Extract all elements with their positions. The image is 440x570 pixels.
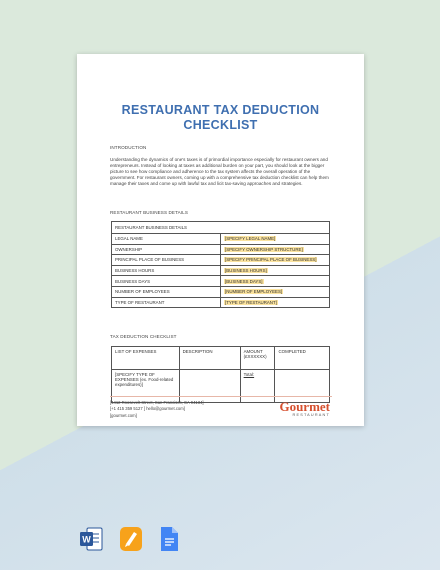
table-cell: BUSINESS DAYS — [112, 276, 221, 287]
table-row — [112, 222, 330, 234]
google-docs-icon[interactable] — [156, 526, 182, 557]
footer-contact: [+1 415 359 5127 ] hello@gourmet.com] — [110, 406, 185, 412]
table-cell: TYPE OF RESTAURANT — [112, 297, 221, 308]
placeholder-value: [TYPE OF RESTAURANT] — [225, 299, 277, 305]
placeholder-value: [BUSINESS DAYS] — [225, 278, 263, 284]
placeholder-value: [BUSINESS HOURS] — [225, 268, 267, 274]
svg-text:W: W — [82, 534, 91, 545]
tax-heading: TAX DEDUCTION CHECKLIST — [110, 334, 177, 339]
amount-label: AMOUNT — [243, 349, 263, 354]
table-row — [112, 234, 330, 245]
table-row — [112, 244, 330, 255]
footer-web: [gourmet.com] — [110, 412, 137, 418]
table-cell — [221, 265, 330, 276]
table-row — [112, 370, 330, 403]
table-cell: RESTAURANT BUSINESS DETAILS — [112, 222, 330, 234]
table-cell — [221, 286, 330, 297]
table-cell — [221, 255, 330, 266]
business-heading: RESTAURANT BUSINESS DETAILS — [110, 210, 189, 215]
table-cell — [275, 370, 330, 403]
column-header: DESCRIPTION — [179, 347, 240, 370]
placeholder-value: [SPECIFY OWNERSHIP STRUCTURE] — [225, 246, 303, 252]
table-row — [112, 255, 330, 266]
amount-unit: (£XXXXXX) — [243, 354, 267, 359]
tax-checklist-table — [111, 346, 330, 403]
gourmet-logo — [279, 400, 330, 417]
table-cell: OWNERSHIP — [112, 244, 221, 255]
document-page — [77, 54, 364, 426]
logo-name: Gourmet — [279, 399, 330, 414]
column-header: COMPLETED — [275, 347, 330, 370]
business-details-table — [111, 221, 330, 308]
placeholder-value: [NUMBER OF EMPLOYEES] — [225, 289, 283, 295]
table-cell: PRINCIPAL PLACE OF BUSINESS — [112, 255, 221, 266]
table-row — [112, 286, 330, 297]
column-header: LIST OF EXPENSES — [112, 347, 180, 370]
placeholder-value: [SPECIFY LEGAL NAME] — [225, 236, 276, 242]
table-cell: [SPECIFY TYPE OF EXPENSES (ex. Food-related expenditures)] — [112, 370, 180, 403]
table-cell: LEGAL NAME — [112, 234, 221, 245]
document-title — [77, 103, 364, 133]
table-cell — [221, 234, 330, 245]
title-line-1: RESTAURANT TAX DEDUCTION — [121, 103, 320, 117]
table-header-row — [112, 347, 330, 370]
footer-divider — [110, 396, 332, 397]
word-icon[interactable] — [78, 526, 104, 557]
footer-address: [4412 Roosevelt Street, San Francisco, CA 94134] — [110, 400, 204, 405]
placeholder-value: [SPECIFY PRINCIPAL PLACE OF BUSINESS] — [225, 257, 317, 263]
logo-subtitle: RESTAURANT — [292, 413, 330, 417]
table-cell — [179, 370, 240, 403]
footer-address-block — [110, 400, 204, 419]
table-cell: NUMBER OF EMPLOYEES — [112, 286, 221, 297]
table-row — [112, 276, 330, 287]
column-header — [240, 347, 275, 370]
table-row — [112, 297, 330, 308]
intro-heading: INTRODUCTION — [110, 145, 147, 150]
table-cell: Total: — [240, 370, 275, 403]
table-cell — [221, 244, 330, 255]
table-row — [112, 265, 330, 276]
pages-icon[interactable] — [118, 526, 144, 557]
intro-paragraph: Understanding the dynamics of one's taxes is of primordial importance especially for restaurant owners and entrepreneurs. Instead of looking at taxes as additional burden on your part, you should look at the bigger picture to see how compliance and adherence to the tax system affects the overall operation of the government. For restaurant owners, coming up with a comprehensive tax deduction checklist can help them manage their taxes and come up with lawful tax and licit tax-saving approaches and strategies. — [110, 157, 329, 187]
table-cell — [221, 297, 330, 308]
table-cell: BUSINESS HOURS — [112, 265, 221, 276]
title-line-2: CHECKLIST — [183, 118, 258, 132]
table-cell — [221, 276, 330, 287]
